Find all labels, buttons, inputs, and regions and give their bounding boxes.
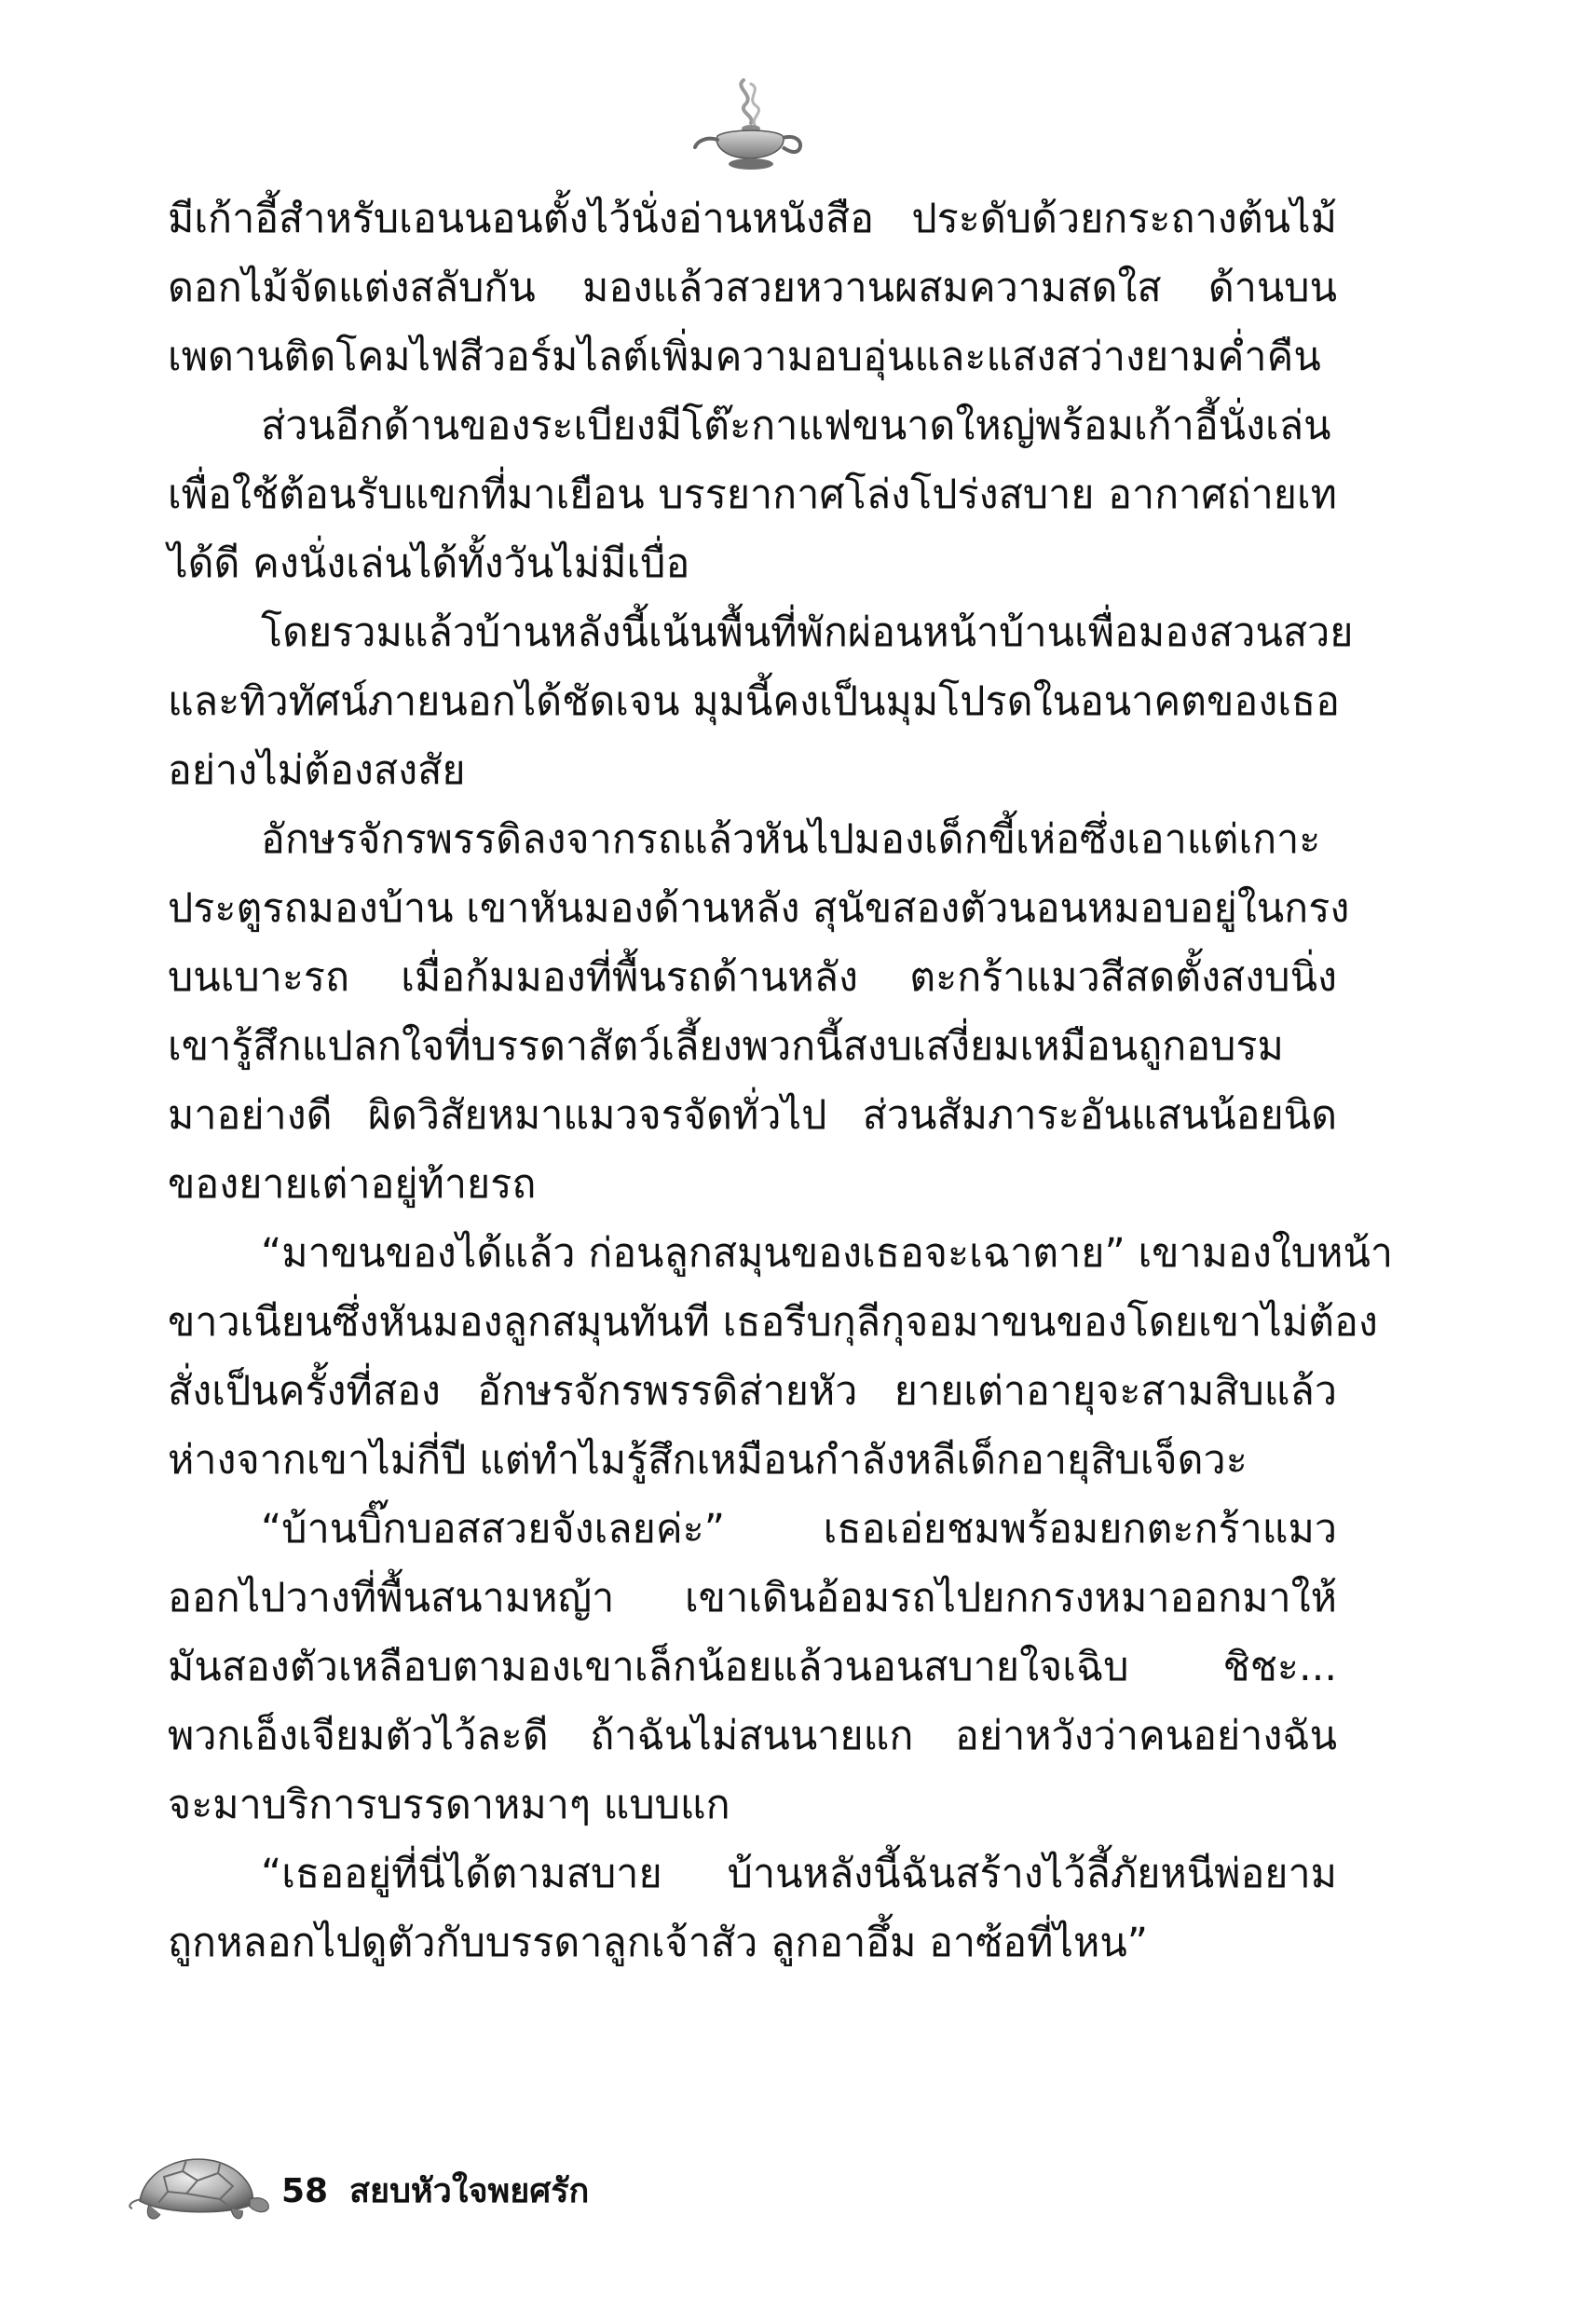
text-line: บนเบาะรถ เมื่อก้มมองที่พื้นรถด้านหลัง ตะกร้าแมวสีสดตั้งสงบนิ่ง	[168, 954, 1337, 1001]
turtle-icon	[121, 2143, 275, 2236]
text-line: มันสองตัวเหลือบตามองเขาเล็กน้อยแล้วนอนสบายใจเฉิบ ชิชะ...	[168, 1644, 1337, 1690]
text-line: ดอกไม้จัดแต่งสลับกัน มองแล้วสวยหวานผสมความสดใส ด้านบน	[168, 265, 1337, 311]
text-line: “เธออยู่ที่นี่ได้ตามสบาย บ้านหลังนี้ฉันสร้างไว้ลี้ภัยหนีพ่อยาม	[261, 1851, 1337, 1897]
page-number: 58	[281, 2172, 329, 2210]
text-line: อักษรจักรพรรดิลงจากรถแล้วหันไปมองเด็กขี้เห่อซึ่งเอาแต่เกาะ	[261, 816, 1321, 863]
text-line: เพื่อใช้ต้อนรับแขกที่มาเยือน บรรยากาศโล่งโปร่งสบาย อากาศถ่ายเท	[168, 472, 1337, 518]
text-line: อย่างไม่ต้องสงสัย	[168, 747, 466, 794]
text-line: ห่างจากเขาไม่กี่ปี แต่ทำไมรู้สึกเหมือนกำลังหลีเด็กอายุสิบเจ็ดวะ	[168, 1437, 1248, 1484]
body-text	[168, 185, 1394, 1977]
text-line: ส่วนอีกด้านของระเบียงมีโต๊ะกาแฟขนาดใหญ่พร้อมเก้าอี้นั่งเล่น	[261, 403, 1331, 449]
page-footer	[121, 2143, 773, 2246]
text-line: “มาขนของได้แล้ว ก่อนลูกสมุนของเธอจะเฉาตาย” เขามองใบหน้า	[261, 1230, 1394, 1277]
book-title: สยบหัวใจพยศรัก	[349, 2172, 590, 2210]
text-line: ถูกหลอกไปดูตัวกับบรรดาลูกเจ้าสัว ลูกอาอึ้ม อาซ้อที่ไหน”	[168, 1920, 1149, 1966]
text-line: “บ้านบิ๊กบอสสวยจังเลยค่ะ” เธอเอ่ยชมพร้อมยกตะกร้าแมว	[261, 1506, 1337, 1552]
text-line: จะมาบริการบรรดาหมาๆ แบบแก	[168, 1782, 730, 1828]
text-line: สั่งเป็นครั้งที่สอง อักษรจักรพรรดิส่ายหัว ยายเต่าอายุจะสามสิบแล้ว	[168, 1368, 1337, 1415]
text-line: เพดานติดโคมไฟสีวอร์มไลต์เพิ่มความอบอุ่นและแสงสว่างยามค่ำคืน	[168, 334, 1321, 380]
text-line: ได้ดี คงนั่งเล่นได้ทั้งวันไม่มีเบื่อ	[168, 540, 690, 587]
text-line: ขาวเนียนซึ่งหันมองลูกสมุนทันที เธอรีบกุลีกุจอมาขนของโดยเขาไม่ต้อง	[168, 1299, 1378, 1346]
text-line: ของยายเต่าอยู่ท้ายรถ	[168, 1161, 537, 1208]
genie-lamp-ornament-icon	[689, 75, 811, 177]
text-line: โดยรวมแล้วบ้านหลังนี้เน้นพื้นที่พักผ่อนหน้าบ้านเพื่อมองสวนสวย	[261, 609, 1354, 656]
text-line: และทิวทัศน์ภายนอกได้ชัดเจน มุมนี้คงเป็นมุมโปรดในอนาคตของเธอ	[168, 678, 1341, 725]
text-line: มาอย่างดี ผิดวิสัยหมาแมวจรจัดทั่วไป ส่วนสัมภาระอันแสนน้อยนิด	[168, 1092, 1337, 1139]
text-line: เขารู้สึกแปลกใจที่บรรดาสัตว์เลี้ยงพวกนี้สงบเสงี่ยมเหมือนถูกอบรม	[168, 1023, 1284, 1070]
text-line: พวกเอ็งเจียมตัวไว้ละดี ถ้าฉันไม่สนนายแก อย่าหวังว่าคนอย่างฉัน	[168, 1713, 1337, 1759]
text-line: มีเก้าอี้สำหรับเอนนอนตั้งไว้นั่งอ่านหนังสือ ประดับด้วยกระถางต้นไม้	[168, 196, 1337, 242]
text-line: ออกไปวางที่พื้นสนามหญ้า เขาเดินอ้อมรถไปยกกรงหมาออกมาให้	[168, 1575, 1337, 1621]
text-line: ประตูรถมองบ้าน เขาหันมองด้านหลัง สุนัขสองตัวนอนหมอบอยู่ในกรง	[168, 885, 1350, 932]
